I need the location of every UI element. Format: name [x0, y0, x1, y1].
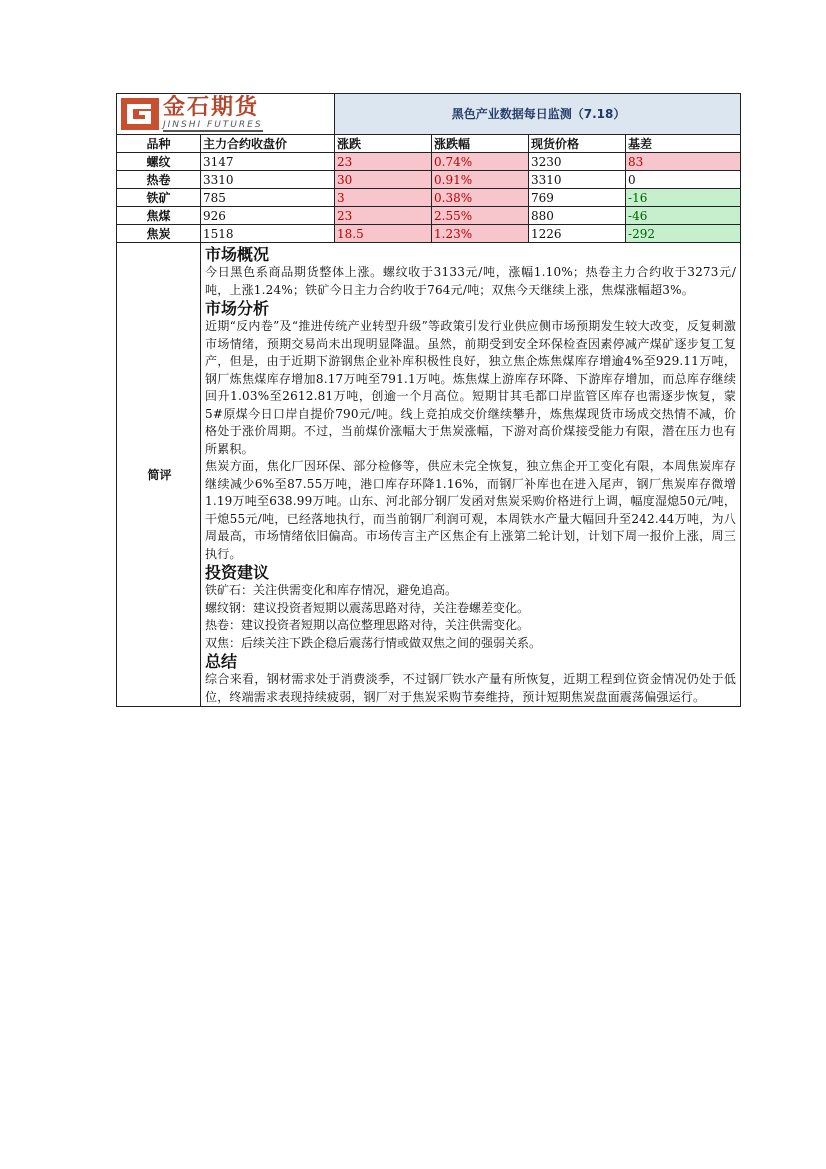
section-title-investment-advice: 投资建议: [205, 563, 270, 582]
col-close-price: 主力合约收盘价: [201, 135, 335, 153]
summary-text: 综合来看，钢材需求处于消费淡季，不过钢厂铁水产量有所恢复，近期工程到位资金情况仍处于低位，终端需求表现持续疲弱，钢厂对于焦炭采购节奏维持，预计短期焦炭盘面震荡偏强运行。: [205, 672, 737, 704]
col-change-pct: 涨跌幅: [432, 135, 529, 153]
col-variety: 品种: [117, 135, 201, 153]
report-title: 黑色产业数据每日监测（7.18）: [335, 94, 741, 135]
col-basis: 基差: [626, 135, 741, 153]
logo-chinese-text: 金石期货: [163, 95, 260, 120]
comment-label: 简评: [117, 243, 201, 707]
basis-value: 0: [626, 171, 741, 189]
basis-value: -16: [626, 189, 741, 207]
column-header-row: [117, 135, 741, 153]
spot-price: 769: [529, 189, 626, 207]
header-row: [117, 94, 741, 135]
variety-name: 热卷: [117, 171, 201, 189]
change-value: 23: [335, 207, 432, 225]
logo-cell: [117, 94, 335, 135]
table-row: [117, 207, 741, 225]
report-sheet: [116, 93, 740, 1050]
col-change: 涨跌: [335, 135, 432, 153]
data-table: [116, 93, 741, 707]
close-price: 3147: [201, 153, 335, 171]
comment-row: [117, 243, 741, 707]
change-value: 18.5: [335, 225, 432, 243]
jinshi-logo-icon: [121, 98, 159, 130]
close-price: 1518: [201, 225, 335, 243]
market-analysis-paragraph: 焦炭方面，焦化厂因环保、部分检修等，供应未完全恢复，独立焦企开工变化有限，本周焦炭库存继续减少6%至87.55万吨，港口库存环降1.16%，而钢厂补库也在进入尾声，钢厂焦炭库存微增1.19万吨至638.99万吨。山东、河北部分钢厂发函对焦炭采购价格进行上调，幅度湿熄50元/吨，干熄55元/吨，已经落地执行，而当前钢厂利润可观，本周铁水产量大幅回升至242.44万吨，为八周最高，市场情绪依旧偏高。市场传言主产区焦企有上涨第二轮计划，计划下周一报价上涨，周三执行。: [205, 459, 737, 561]
table-row: [117, 225, 741, 243]
change-pct: 0.38%: [432, 189, 529, 207]
market-analysis-paragraph: 近期“反内卷”及“推进传统产业转型升级”等政策引发行业供应侧市场预期发生较大改变，反复刺激市场情绪，预期交易尚未出现明显降温。虽然，前期受到安全环保检查因素停减产煤矿逐步复工复产，但是，由于近期下游钢焦企业补库积极性良好，独立焦企炼焦煤库存增逾4%至929.11万吨，钢厂炼焦煤库存增加8.17万吨至791.1万吨。炼焦煤上游库存环降、下游库存增加，而总库存继续回升1.03%至2612.81万吨，创逾一个月高位。短期甘其毛都口岸监管区库存也需逐步恢复，蒙5#原煤今日口岸自提价790元/吨。线上竞拍成交价继续攀升，炼焦煤现货市场成交热情不减，价格处于涨价周期。不过，当前煤价涨幅大于焦炭涨幅，下游对高价煤接受能力有限，潜在压力也有所累积。: [205, 319, 737, 456]
change-pct: 0.91%: [432, 171, 529, 189]
spot-price: 3230: [529, 153, 626, 171]
logo-english-text: JINSHI FUTURES: [163, 120, 263, 130]
col-spot-price: 现货价格: [529, 135, 626, 153]
company-logo: [117, 94, 334, 134]
change-pct: 1.23%: [432, 225, 529, 243]
section-title-market-overview: 市场概况: [205, 245, 270, 264]
basis-value: -292: [626, 225, 741, 243]
change-pct: 0.74%: [432, 153, 529, 171]
close-price: 785: [201, 189, 335, 207]
spot-price: 880: [529, 207, 626, 225]
change-pct: 2.55%: [432, 207, 529, 225]
spot-price: 1226: [529, 225, 626, 243]
section-title-market-analysis: 市场分析: [205, 299, 270, 318]
advice-item: 螺纹钢：建议投资者短期以震荡思路对待，关注卷螺差变化。: [205, 600, 530, 615]
advice-item: 双焦：后续关注下跌企稳后震荡行情或做双焦之间的强弱关系。: [205, 635, 542, 650]
section-title-summary: 总结: [205, 652, 238, 671]
market-overview-text: 今日黑色系商品期货整体上涨。螺纹收于3133元/吨，涨幅1.10%；热卷主力合约收于3273元/吨，上涨1.24%；铁矿今日主力合约收于764元/吨；双焦今天继续上涨，焦煤涨幅超3%。: [205, 265, 737, 297]
spot-price: 3310: [529, 171, 626, 189]
variety-name: 螺纹: [117, 153, 201, 171]
basis-value: -46: [626, 207, 741, 225]
variety-name: 铁矿: [117, 189, 201, 207]
variety-name: 焦煤: [117, 207, 201, 225]
variety-name: 焦炭: [117, 225, 201, 243]
table-row: [117, 189, 741, 207]
change-value: 23: [335, 153, 432, 171]
advice-item: 热卷：建议投资者短期以高位整理思路对待，关注供需变化。: [205, 618, 530, 632]
change-value: 30: [335, 171, 432, 189]
table-row: [117, 153, 741, 171]
comment-body: [201, 243, 741, 707]
advice-item: 铁矿石：关注供需变化和库存情况，避免追高。: [205, 583, 458, 597]
close-price: 3310: [201, 171, 335, 189]
basis-value: 83: [626, 153, 741, 171]
change-value: 3: [335, 189, 432, 207]
table-row: [117, 171, 741, 189]
close-price: 926: [201, 207, 335, 225]
